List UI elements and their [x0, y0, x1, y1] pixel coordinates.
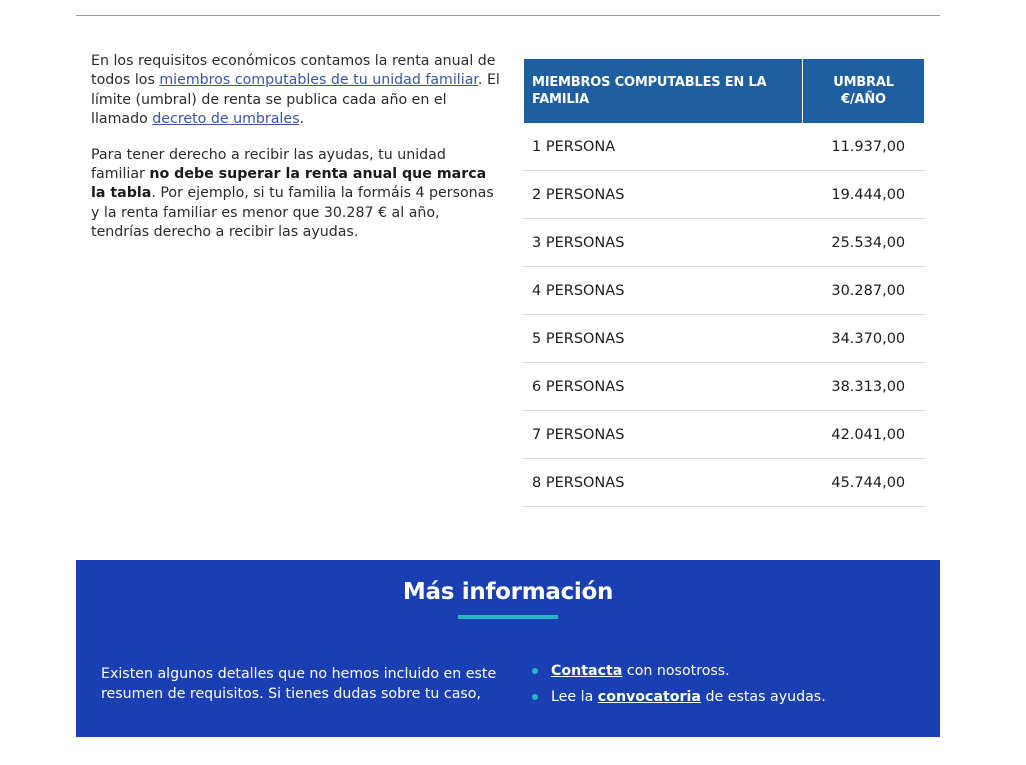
- table-row: [524, 171, 924, 219]
- intro-paragraph-1: [91, 52, 501, 130]
- more-info-text: Existen algunos detalles que no hemos incluido en este resumen de requisitos. Si tienes dudas sobre tu caso,: [101, 666, 497, 702]
- bullet-icon: [532, 694, 538, 700]
- table-header-row: [524, 59, 924, 123]
- table-row: [524, 219, 924, 267]
- cell-members: 8 PERSONAS: [524, 459, 803, 507]
- cell-members: 2 PERSONAS: [524, 171, 803, 219]
- more-info-title: Más información: [402, 579, 614, 605]
- top-divider: [76, 15, 940, 16]
- cell-threshold: 25.534,00: [803, 219, 925, 267]
- cell-threshold: 38.313,00: [803, 363, 925, 411]
- cell-members: 6 PERSONAS: [524, 363, 803, 411]
- cell-members: 5 PERSONAS: [524, 315, 803, 363]
- list-item-contact: [531, 661, 826, 687]
- table-row: [524, 459, 924, 507]
- income-threshold-table: [524, 59, 924, 507]
- members-link[interactable]: miembros computables de tu unidad familiar: [159, 72, 478, 89]
- intro-text-segment: . Por ejemplo, si tu familia la formáis 4 personas y la renta familiar es menor que 30.287 € al año, tendrías derecho a recibir las ayudas.: [91, 185, 494, 241]
- cell-members: 4 PERSONAS: [524, 267, 803, 315]
- more-info-links: [531, 661, 826, 713]
- intro-text: [91, 52, 501, 259]
- cell-members: 3 PERSONAS: [524, 219, 803, 267]
- cell-threshold: 30.287,00: [803, 267, 925, 315]
- list-text-after: con nosotross.: [622, 663, 730, 679]
- more-info-section: [76, 560, 940, 737]
- intro-paragraph-2: [91, 146, 501, 243]
- cell-threshold: 34.370,00: [803, 315, 925, 363]
- table-body: [524, 123, 924, 507]
- list-text-after: de estas ayudas.: [700, 689, 826, 705]
- header-threshold: UMBRAL €/AÑO: [803, 59, 925, 123]
- contact-link[interactable]: Contacta: [551, 663, 623, 679]
- list-text-before: Lee la: [551, 689, 598, 705]
- intro-text-segment: Para tener derecho a recibir las ayudas, tu unidad familiar: [91, 146, 446, 183]
- convocatoria-link[interactable]: convocatoria: [597, 689, 701, 705]
- cell-threshold: 19.444,00: [803, 171, 925, 219]
- table-row: [524, 411, 924, 459]
- intro-text-segment: .: [299, 111, 305, 128]
- table-row: [524, 267, 924, 315]
- thresholds-decree-link[interactable]: decreto de umbrales: [152, 111, 300, 128]
- intro-bold-statement: no debe superar la renta anual que marca la tabla: [91, 166, 487, 202]
- intro-text-segment: . El límite (umbral) de renta se publica cada año en el llamado: [91, 72, 500, 128]
- cell-threshold: 11.937,00: [803, 123, 925, 171]
- table-row: [524, 363, 924, 411]
- table-row: [524, 315, 924, 363]
- list-item-convocatoria: [531, 687, 826, 713]
- cell-members: 7 PERSONAS: [524, 411, 803, 459]
- cell-threshold: 42.041,00: [803, 411, 925, 459]
- cell-members: 1 PERSONA: [524, 123, 803, 171]
- cell-threshold: 45.744,00: [803, 459, 925, 507]
- header-members: MIEMBROS COMPUTABLES EN LA FAMILIA: [524, 59, 803, 123]
- table-header: [524, 59, 924, 123]
- title-underline: [458, 615, 558, 619]
- bullet-icon: [532, 668, 538, 674]
- table-row: [524, 123, 924, 171]
- intro-text-segment: En los requisitos económicos contamos la renta anual de todos los: [91, 53, 496, 89]
